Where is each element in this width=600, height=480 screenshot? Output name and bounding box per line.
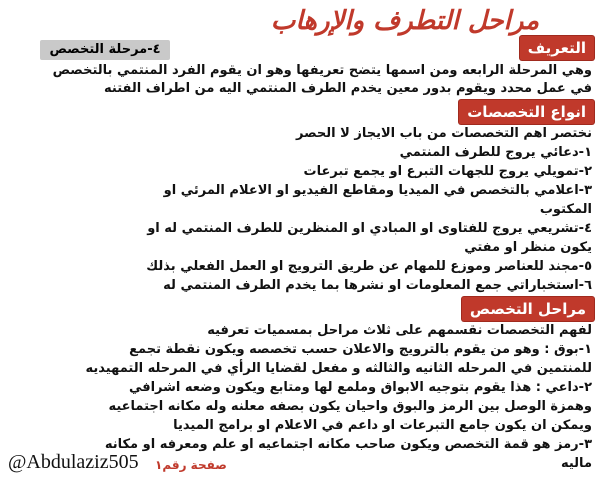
types-line: نختصر اهم التخصصات من باب الايجاز لا الحصر (296, 126, 592, 141)
definition-line: في عمل محدد ويقوم بدور معين يخدم الطرف المنتمي اليه من اطراف الفتنه (104, 81, 592, 96)
types-line: ٤-تشريعي يروج للفتاوى او المبادي او المنظرين للطرف المنتمي له او (147, 221, 592, 236)
stages-line: للمنتمين في المرحله الثانيه والثالثه و مفعل لقضايا الرأي في المرحله التمهيديه (85, 361, 592, 376)
stage-subtitle: ٤-مرحلة التخصص (40, 40, 170, 60)
types-line: ٥-مجند للعناصر وموزع للمهام عن طريق الترويج او العمل الفعلي بذلك (146, 259, 592, 274)
stages-line: وهمزة الوصل بين الرمز والبوق واحيان يكون بصفه معلنه وله مكانه اجتماعيه (108, 399, 592, 414)
page-number: صفحة رقم١ (155, 458, 227, 472)
types-line: ٦-استخباراتي جمع المعلومات او نشرها بما يخدم الطرف المنتمي له (163, 278, 592, 293)
stages-line: ٢-داعي : هذا يقوم بتوجيه الابواق وملمع لها ومتابع ويكون وضعه اشرافي (128, 380, 592, 395)
stages-line: ماليه (560, 456, 592, 471)
stages-line: ويمكن ان يكون جامع التبرعات او داعم في الاعلام او برامج الميديا (173, 418, 592, 433)
author-handle: @Abdulaziz505 (8, 451, 139, 473)
stages-line: ٣-رمز هو قمة التخصص ويكون صاحب مكانه اجتماعيه او علم ومعرفه او مكانه (104, 437, 592, 452)
types-line: المكتوب (539, 202, 592, 217)
definition-line: وهي المرحلة الرابعه ومن اسمها يتضح تعريفها وهو ان يقوم الفرد المنتمي بالتخصص (52, 63, 592, 78)
page-title: مراحل التطرف والإرهاب (270, 6, 540, 36)
types-line: ٣-اعلامي بالتخصص في الميديا ومقاطع الفيديو او الاعلام المرئي او (163, 183, 592, 198)
section-label-types: انواع التخصصات (459, 100, 594, 124)
stages-line: لفهم التخصصات نقسمهم على ثلاث مراحل بمسميات تعرفيه (207, 323, 592, 338)
types-line: ١-دعائي يروج للطرف المنتمي (399, 145, 592, 160)
stages-line: ١-بوق : وهو من يقوم بالترويج والاعلان حسب تخصصه ويكون نقطة تجمع (129, 342, 592, 357)
section-label-definition: التعريف (520, 36, 594, 60)
types-line: يكون منظر او مفتي (464, 240, 592, 255)
types-line: ٢-تمويلي يروج للجهات التبرع او يجمع تبرعات (303, 164, 592, 179)
section-label-stages: مراحل التخصص (462, 297, 594, 321)
